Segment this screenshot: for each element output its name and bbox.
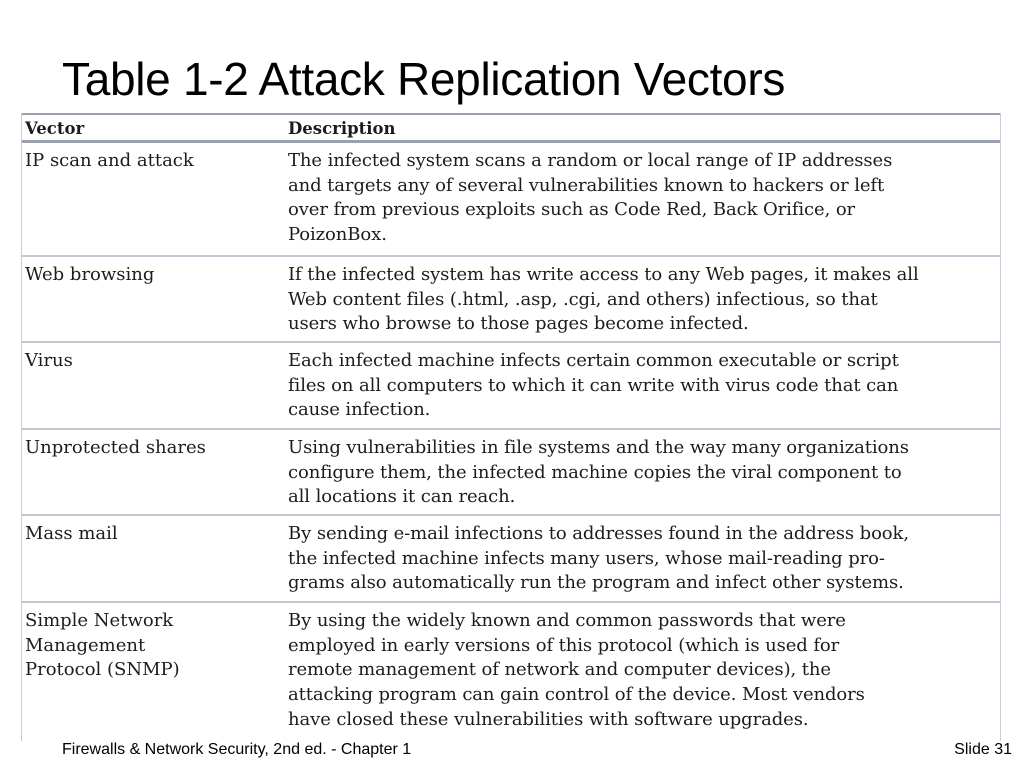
header-description: Description <box>288 119 396 138</box>
table-header <box>22 113 1000 143</box>
row-description: Each infected machine infects certain common executable or script files on all computers to which it can write with virus code that can cause infection. <box>288 350 899 421</box>
row-vector: IP scan and attack <box>25 150 194 171</box>
table-row <box>22 257 1000 343</box>
row-description: By sending e-mail infections to addresses found in the address book, the infected machine infects many users, whose mail-reading pro- grams also automatically run the program and infect other systems. <box>288 523 909 594</box>
slide-number: Slide 31 <box>954 741 1012 758</box>
table-row <box>22 343 1000 430</box>
table-row <box>22 603 1000 741</box>
row-vector: Mass mail <box>25 523 118 544</box>
header-vector: Vector <box>25 119 85 138</box>
row-description: By using the widely known and common passwords that were employed in early versions of this protocol (which is used for remote management of network and computer devices), the attacking program can gain control of the device. Most vendors have closed these vulnerabilities with software upgrades. <box>288 610 865 730</box>
row-vector: Virus <box>25 350 73 371</box>
row-vector: Web browsing <box>25 264 155 285</box>
row-description: Using vulnerabilities in file systems and the way many organizations configure them, the infected machine copies the viral component to all locations it can reach. <box>288 437 909 508</box>
table-row <box>22 516 1000 603</box>
row-vector: Unprotected shares <box>25 437 206 458</box>
attack-vectors-table <box>21 113 1001 741</box>
row-description: The infected system scans a random or local range of IP addresses and targets any of several vulnerabilities known to hackers or left over from previous exploits such as Code Red, Back Orifice, or PoizonBox. <box>288 150 893 246</box>
table-row <box>22 143 1000 257</box>
footer-course-title: Firewalls & Network Security, 2nd ed. - Chapter 1 <box>62 741 412 758</box>
row-vector: Simple Network Management Protocol (SNMP) <box>25 610 180 681</box>
row-description: If the infected system has write access to any Web pages, it makes all Web content files (.html, .asp, .cgi, and others) infectious, so that users who browse to those pages become infected. <box>288 264 919 335</box>
table-row <box>22 430 1000 516</box>
slide-title: Table 1-2 Attack Replication Vectors <box>62 53 786 105</box>
